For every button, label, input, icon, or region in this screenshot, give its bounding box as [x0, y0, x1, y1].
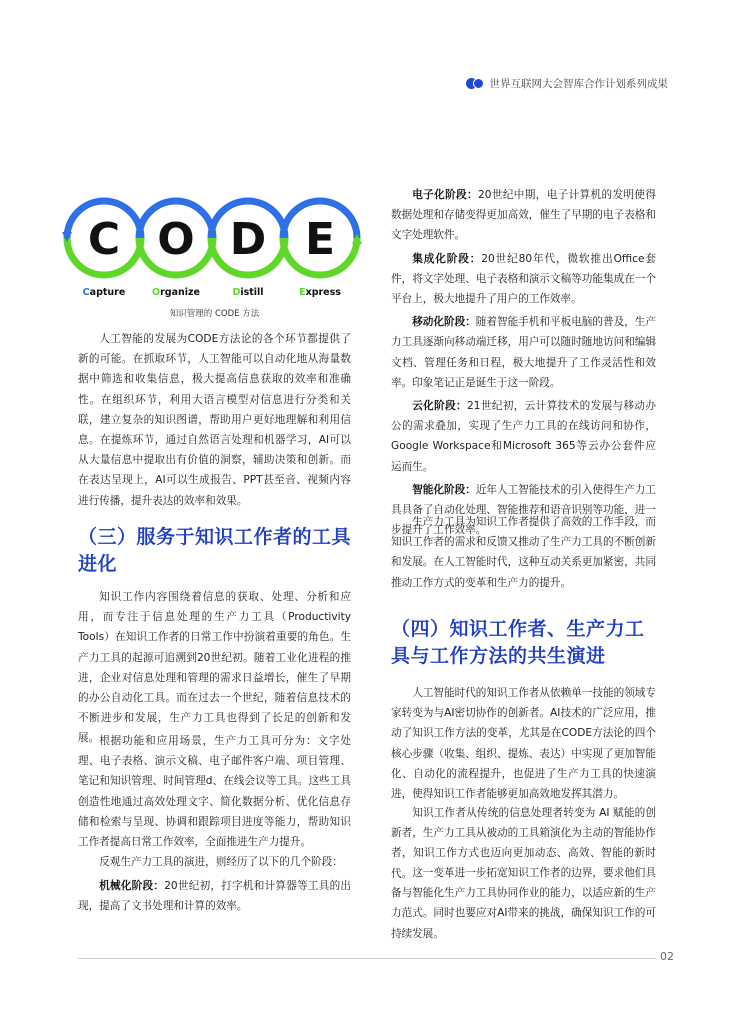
- stage-text: 近年人工智能技术的引入使得生产力工具具备了自动化处理、智能推荐和语音识别等功能，进一步提升了工作效率。: [391, 483, 657, 537]
- left-paragraph-5: [78, 876, 351, 916]
- left-paragraph-4: [78, 852, 351, 872]
- left-paragraph-2: [78, 587, 362, 749]
- paragraph-text: 知识工作者从传统的信息处理者转变为 AI 赋能的创新者，生产力工具从被动的工具箱演化为主动的智能协作者，知识工作方式也迈向更加动态、高效、智能的新时代。: [391, 807, 656, 880]
- logo-label-organize: Organize: [152, 287, 200, 298]
- series-title: 世界互联网大会智库合作计划系列成果: [489, 78, 668, 90]
- left-paragraph-3: [78, 731, 351, 852]
- stage-label: 移动化阶段：: [412, 316, 476, 329]
- logo-letter-o: O: [157, 214, 195, 265]
- series-header: [466, 76, 669, 91]
- paragraph-text: 人工智能的发展为CODE方法论的各个环节都提供了新的可能。在抓取环节，人工智能可以自动化地从海量数据中筛选和收集信息，极大提高信息获取的效率和准确性。在组织环节，利用大语言模型对信息进行分类和关联，建立复杂的知识图谱，帮助用户更好地理解和利用信息。在提炼环节，通过自然语言处理和机器学习，AI可以从大量信息中提取出有价值的洞察，辅助决策和创新。而在表达呈现上，AI可以生成报告、PPT甚至音、视频内容进行传播，提升表达的效率和效果。: [78, 333, 351, 507]
- stage-label: 智能化阶段：: [412, 483, 476, 496]
- footer-divider: [78, 958, 656, 959]
- logo-letter-e: E: [304, 214, 336, 265]
- right-paragraph-6: [391, 512, 656, 593]
- stage-text: 20世纪中期，电子计算机的发明使得数据处理和存储变得更加高效，催生了早期的电子表格和文字处理软件。: [391, 189, 656, 242]
- paragraph-text: 人工智能时代的知识工作者从依赖单一技能的领域专家转变为与AI密切协作的创新者。AI技术的广泛应用，推动了知识工作方法的变革，尤其是在CODE方法论的四个核心步骤（收集、组织、提炼、表达）中实现了更加智能化、自动化的流程提升，也促进了生产力工具的快速演进，使得知识工作者能够更加高效地发挥其潜力。: [391, 687, 656, 801]
- code-method-logo: [62, 188, 362, 318]
- stage-label: 电子化阶段：: [412, 189, 478, 201]
- series-dots-icon: [466, 78, 484, 89]
- paragraph-text: 这一变革进一步拓宽知识工作者的边界，要求他们具备与智能化生产力工具协同作业的能力，以适应新的生产力范式。同时也要应对AI带来的挑战，确保知识工作的可持续发展。: [391, 867, 656, 940]
- stage-text: 随着智能手机和平板电脑的普及，生产力工具逐渐向移动端迁移，用户可以随时随地访问和编辑文档、管理任务和日程，极大地提升了工作灵活性和效率。印象笔记正是诞生于这一阶段。: [391, 316, 657, 389]
- logo-letter-c: C: [87, 214, 121, 265]
- stage-text: 20世纪80年代，微软推出Office套件，将文字处理、电子表格和演示文稿等功能集成在一个平台上，极大地提升了用户的工作效率。: [391, 252, 657, 306]
- paragraph-text: 反观生产力工具的演进，则经历了以下的几个阶段：: [99, 856, 343, 868]
- stage-text: 20世纪初，打字机和计算器等工具的出现，提高了文书处理和计算的效率。: [78, 880, 351, 913]
- right-paragraph-9: [391, 863, 656, 944]
- right-stages: [391, 185, 656, 540]
- left-paragraph-1: [78, 329, 351, 511]
- stage-text: 21世纪初，云计算技术的发展与移动办公的需求叠加，实现了生产力工具的在线访问和协作，Google Workspace和Microsoft 365等云办公套件应运而生。: [391, 400, 656, 473]
- logo-label-capture: Capture: [82, 287, 126, 298]
- page-number: 02: [656, 950, 674, 963]
- stage-label: 云化阶段：: [412, 400, 468, 413]
- stage-label: 集成化阶段：: [412, 252, 482, 265]
- paragraph-text: 知识工作内容围绕着信息的获取、处理、分析和应用，而专注于信息处理的生产力工具（Productivity Tools）在知识工作者的日常工作中扮演着重要的角色。生产力工具的起源可追溯到20世纪初。随着工业化进程的推进，企业对信息处理和管理的需求日益增长，催生了早期的办公自动化工具。而在过去一个世纪，随着信息技术的不断进步和发展，生产力工具也得到了长足的创新和发展。: [78, 591, 362, 745]
- section-3-title: （三）服务于知识工作者的工具进化: [78, 526, 352, 575]
- stage-label: 机械化阶段：: [99, 880, 165, 892]
- right-paragraph-7: [391, 683, 656, 804]
- logo-label-express: Express: [299, 287, 341, 298]
- paragraph-text: 生产力工具为知识工作者提供了高效的工作手段，而知识工作者的需求和反馈又推动了生产力工具的不断创新和发展。在人工智能时代，这种互动关系更加紧密，共同推动工作方式的变革和生产力的提升。: [391, 516, 656, 589]
- paragraph-text: 根据功能和应用场景，生产力工具可分为：文字处理、电子表格、演示文稿、电子邮件客户端、项目管理、笔记和知识管理、时间管理d、在线会议等工具。这些工具创造性地通过高效处理文字、简化数据分析、优化信息存储和检索与呈现、协调和跟踪项目进度等能力，帮助知识工作者提高日常工作效率，全面推进生产力提升。: [78, 735, 351, 849]
- section-4-title: （四）知识工作者、生产力工具与工作方法的共生演进: [391, 618, 645, 667]
- figure-caption: 知识管理的 CODE 方法: [169, 309, 260, 319]
- logo-label-distill: Distill: [232, 287, 264, 298]
- logo-letter-d: D: [229, 214, 267, 265]
